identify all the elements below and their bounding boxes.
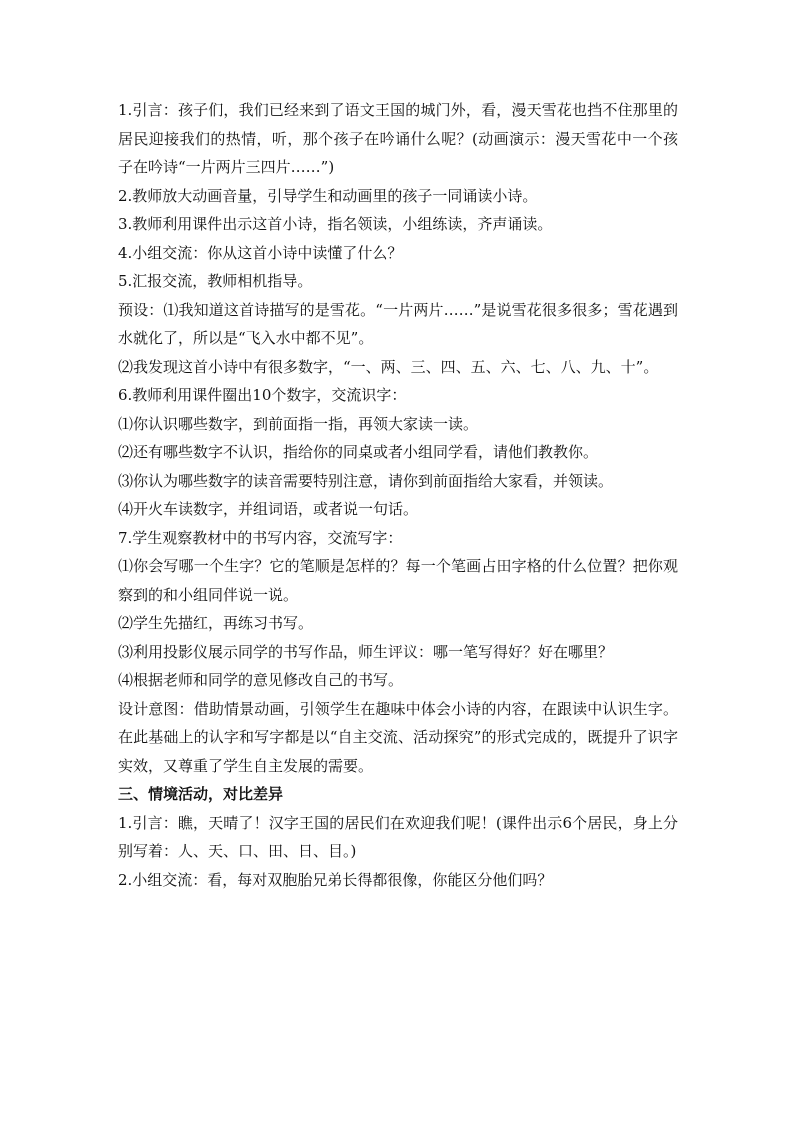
paragraph-step-7-item-4: ⑷根据老师和同学的意见修改自己的书写。: [118, 671, 404, 689]
document-body: [118, 96, 678, 894]
paragraph-step-4: 4.小组交流：你从这首小诗中读懂了什么？: [118, 243, 403, 262]
paragraph-step-7-item-2: ⑵学生先描红，再练习书写。: [118, 614, 314, 632]
paragraph-section-3-intro: 1.引言：瞧，天晴了！汉字王国的居民们在欢迎我们呢！(课件出示6个居民，身上分别写着：人、天、口、田、日、目。): [118, 813, 678, 860]
paragraph-step-6-item-1: ⑴你认识哪些数字，到前面指一指，再领大家读一读。: [118, 414, 479, 433]
paragraph-step-6-item-2: ⑵还有哪些数字不认识，指给你的同桌或者小组同学看，请他们教教你。: [118, 443, 599, 461]
paragraph-preset-2: ⑵我发现这首小诗中有很多数字，“一、两、三、四、五、六、七、八、九、十”。: [118, 357, 659, 376]
paragraph-step-2: 2.教师放大动画音量，引导学生和动画里的孩子一同诵读小诗。: [118, 186, 538, 205]
paragraph-section-3-step-2: 2.小组交流：看，每对双胞胎兄弟长得都很像，你能区分他们吗？: [118, 870, 553, 889]
paragraph-step-6-item-3: ⑶你认为哪些数字的读音需要特别注意，请你到前面指给大家看，并领读。: [118, 471, 614, 490]
section-heading-3: 三、情境活动，对比差异: [118, 785, 284, 803]
paragraph-step-5: 5.汇报交流，教师相机指导。: [118, 272, 313, 290]
paragraph-step-7-item-3: ⑶利用投影仪展示同学的书写作品，师生评议：哪一笔写得好？好在哪里？: [118, 642, 614, 661]
paragraph-preset-1: 预设：⑴我知道这首诗描写的是雪花。“一片两片……”是说雪花很多很多；雪花遇到水就化了，所以是“飞入水中都不见”。: [118, 300, 678, 347]
paragraph-step-7-item-1: ⑴你会写哪一个生字？它的笔顺是怎样的？每一个笔画占田字格的什么位置？把你观察到的和小组同伴说一说。: [118, 557, 678, 604]
paragraph-intro-snow: 1.引言：孩子们，我们已经来到了语文王国的城门外，看，漫天雪花也挡不住那里的居民迎接我们的热情，听，那个孩子在吟诵什么呢？(动画演示：漫天雪花中一个孩子在吟诗“一片两片三四片……”): [118, 101, 678, 176]
paragraph-design-intent: 设计意图：借助情景动画，引领学生在趣味中体会小诗的内容，在跟读中认识生字。在此基础上的认字和写字都是以“自主交流、活动探究”的形式完成的，既提升了识字实效，又尊重了学生自主发展的需要。: [118, 699, 678, 775]
paragraph-step-6-item-4: ⑷开火车读数字，并组词语，或者说一句话。: [118, 500, 419, 518]
paragraph-step-6: 6.教师利用课件圈出10个数字，交流识字：: [118, 386, 407, 404]
paragraph-step-7: 7.学生观察教材中的书写内容，交流写字：: [118, 528, 403, 547]
paragraph-step-3: 3.教师利用课件出示这首小诗，指名领读，小组练读，齐声诵读。: [118, 215, 553, 233]
